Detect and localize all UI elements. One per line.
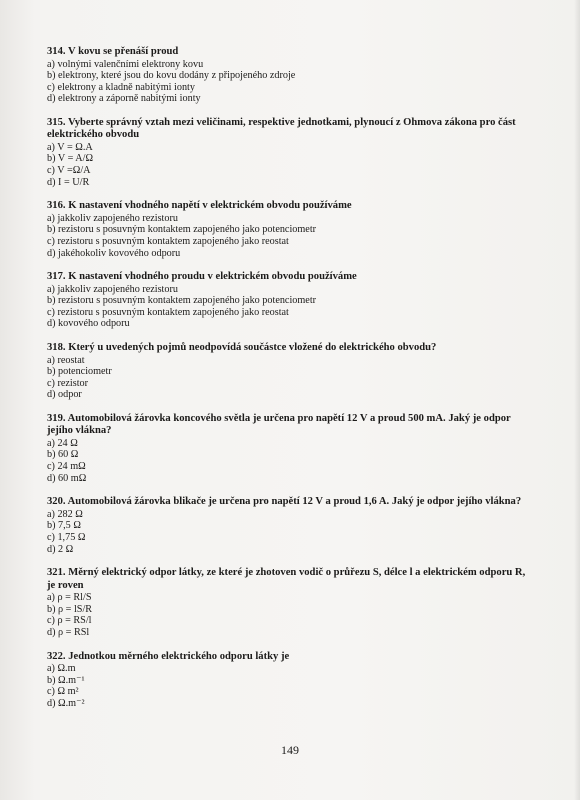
answer-option: c) ρ = RS/l [47, 615, 92, 627]
question-text [47, 271, 527, 284]
answer-option: b) V = A/Ω [47, 153, 94, 165]
question-prompt: V kovu se přenáší proud [68, 46, 179, 57]
question-prompt: Automobilová žárovka koncového světla je určena pro napětí 12 V a proud 500 mA. Jaký je odpor jejího vlákna? [47, 412, 511, 437]
answer-option: b) 7,5 Ω [47, 520, 81, 532]
question-prompt: Jednotkou měrného elektrického odporu látky je [68, 650, 290, 662]
answer-option: c) V =Ω/A [47, 165, 91, 177]
question-list [47, 46, 527, 721]
answer-options [47, 509, 527, 555]
question-number: 320. [47, 496, 66, 508]
answer-option: d) 60 mΩ [47, 472, 87, 484]
question-prompt: Automobilová žárovka blikače je určena pro napětí 12 V a proud 1,6 A. Jaký je odpor jejího vlákna? [67, 496, 522, 508]
answer-option: c) 24 mΩ [47, 461, 86, 473]
answer-options [47, 142, 527, 188]
answer-option: b) ρ = lS/R [47, 603, 93, 615]
question-text [47, 117, 527, 142]
question-number: 314. [47, 46, 66, 57]
question-block [47, 413, 527, 484]
answer-option: a) Ω.m [47, 663, 76, 674]
answer-option: a) jakkoliv zapojeného rezistoru [47, 212, 178, 224]
answer-option: a) 282 Ω [47, 508, 83, 520]
question-number: 317. [47, 271, 66, 283]
question-number: 319. [47, 412, 66, 424]
answer-option: d) Ω.m⁻² [47, 697, 85, 709]
question-text [47, 200, 527, 213]
answer-option: d) elektrony a záporně nabitými ionty [47, 93, 201, 105]
question-block [47, 117, 527, 188]
question-prompt: Který u uvedených pojmů neodpovídá součástce vložené do elektrického obvodu? [68, 342, 437, 353]
answer-options [47, 59, 527, 105]
answer-option: c) rezistoru s posuvným kontaktem zapojeného jako reostat [47, 306, 289, 318]
answer-option: a) 24 Ω [47, 437, 78, 449]
answer-option: c) Ω m² [47, 686, 79, 698]
question-number: 316. [47, 200, 66, 212]
answer-options [47, 592, 527, 638]
answer-option: a) volnými valenčními elektrony kovu [47, 58, 204, 70]
answer-option: a) reostat [47, 354, 85, 366]
answer-option: b) Ω.m⁻¹ [47, 674, 85, 686]
answer-option: a) jakkoliv zapojeného rezistoru [47, 283, 178, 295]
answer-option: c) rezistor [47, 377, 89, 389]
question-number: 318. [47, 342, 66, 353]
question-text [47, 413, 527, 438]
question-text [47, 651, 527, 664]
answer-option: d) odpor [47, 389, 82, 401]
question-text [47, 567, 527, 592]
question-prompt: Vyberte správný vztah mezi veličinami, respektive jednotkami, plynoucí z Ohmova zákona pro část elektrického obvodu [47, 116, 516, 141]
answer-option: a) ρ = Rl/S [47, 592, 92, 604]
answer-option: b) rezistoru s posuvným kontaktem zapojeného jako potenciometr [47, 295, 317, 307]
question-prompt: K nastavení vhodného napětí v elektrickém obvodu používáme [68, 200, 352, 212]
answer-option: b) rezistoru s posuvným kontaktem zapojeného jako potenciometr [47, 224, 317, 236]
question-text [47, 46, 527, 59]
answer-option: b) potenciometr [47, 366, 112, 378]
answer-option: b) 60 Ω [47, 449, 79, 461]
answer-options [47, 663, 527, 709]
question-block [47, 200, 527, 259]
page-number: 149 [281, 743, 299, 757]
question-block [47, 496, 527, 555]
question-prompt: K nastavení vhodného proudu v elektrickém obvodu používáme [68, 271, 357, 283]
answer-option: d) jakéhokoliv kovového odporu [47, 247, 181, 259]
answer-option: d) I = U/R [47, 176, 90, 188]
page-edge-shadow [574, 0, 580, 800]
answer-option: d) 2 Ω [47, 543, 74, 555]
question-block [47, 46, 527, 105]
answer-option: c) rezistoru s posuvným kontaktem zapojeného jako reostat [47, 235, 289, 247]
answer-option: a) V = Ω.A [47, 141, 93, 153]
question-text [47, 342, 527, 355]
answer-option: d) ρ = RSl [47, 626, 90, 638]
question-block [47, 567, 527, 638]
question-number: 321. [47, 567, 66, 579]
question-text [47, 496, 527, 509]
question-prompt: Měrný elektrický odpor látky, ze které je zhotoven vodič o průřezu S, délce l a elektrickém odporu R, je roven [47, 567, 526, 591]
question-number: 322. [47, 650, 66, 662]
question-number: 315. [47, 116, 66, 128]
answer-option: d) kovového odporu [47, 318, 130, 330]
answer-option: b) elektrony, které jsou do kovu dodány z připojeného zdroje [47, 70, 296, 82]
question-block [47, 651, 527, 710]
answer-options [47, 438, 527, 484]
answer-options [47, 213, 527, 259]
answer-options [47, 355, 527, 401]
question-block [47, 342, 527, 401]
question-block [47, 271, 527, 330]
answer-option: c) 1,75 Ω [47, 531, 86, 543]
answer-option: c) elektrony a kladně nabitými ionty [47, 81, 195, 93]
answer-options [47, 284, 527, 330]
